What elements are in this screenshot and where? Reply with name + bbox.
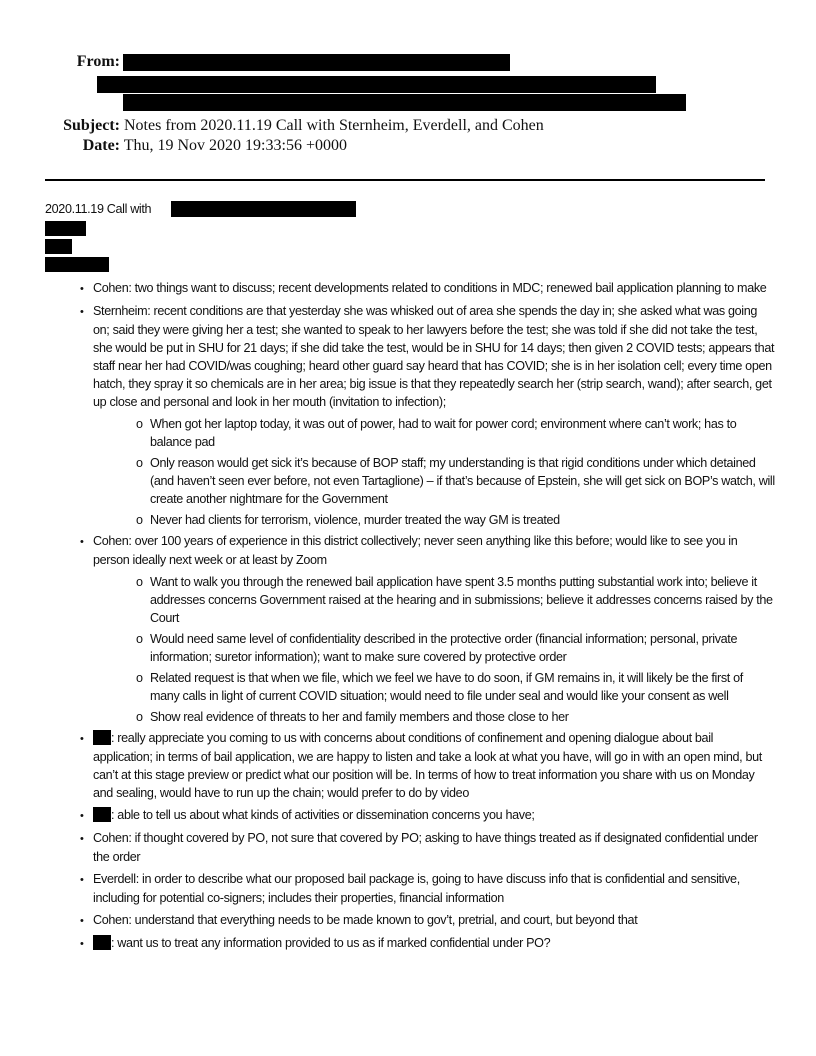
note-text: Sternheim: recent conditions are that yesterday she was whisked out of area she spends the day in; she asked what was going on; said they were giving her a test; she wanted to speak to her lawyers before the test; she was told if she did not take the test, she would be put in SHU for 21 days; if she did take the test, would be in SHU for 14 days; then given 2 COVID tests; appears that staff near her had COVID/was coughing; heard other guard say heard that has COVID; she is in her isolation cell; every time open hatch, they spray it so chemicals are in her area; big issue is that they repeatedly search her (strip search, wand); after search, get up close and personal and look in her mouth (invitation to infection); — [93, 304, 775, 409]
note-text: Cohen: understand that everything needs to be made known to gov’t, pretrial, and court, but beyond that — [93, 913, 638, 927]
note-subitem — [45, 630, 775, 666]
note-text: When got her laptop today, it was out of power, had to wait for power cord; environment where can’t work; has to balance pad — [150, 417, 737, 449]
redaction-cc — [123, 94, 686, 111]
sub-bullet-icon: o — [136, 575, 143, 589]
sub-bullet-icon: o — [136, 417, 143, 431]
sub-bullet-icon: o — [136, 710, 143, 724]
redaction-name-2 — [45, 239, 72, 254]
redaction-to — [97, 76, 656, 93]
note-text: Would need same level of confidentiality described in the protective order (financial information; personal, private information; suretor information); want to make sure covered by protective order — [150, 632, 738, 664]
note-subitem — [45, 669, 775, 705]
redaction-name-1 — [45, 221, 86, 236]
note-text: Everdell: in order to describe what our proposed bail package is, going to have discuss info that is confidential and sensitive, including for potential co-signers; includes their properties, financial information — [93, 872, 740, 905]
bullet-icon: • — [80, 306, 84, 318]
note-item — [45, 870, 775, 907]
date-row — [45, 137, 347, 155]
sub-bullet-icon: o — [136, 456, 143, 470]
note-subitem — [45, 511, 775, 529]
note-subitem — [45, 454, 775, 508]
note-text: Related request is that when we file, which we feel we have to do soon, if GM remains in, it will likely be the first of many calls in light of current COVID situation; would need to file under seal and would like your consent as well — [150, 671, 743, 703]
sub-bullet-icon: o — [136, 513, 143, 527]
redaction-from — [123, 54, 510, 71]
notes-list — [45, 279, 775, 953]
note-text: Want to walk you through the renewed bail application have spent 3.5 months putting substantial work into; believe it addresses concerns Government raised at the hearing and in submissions; believe it addresses concerns raised by the Court — [150, 575, 773, 625]
note-subitem — [45, 708, 775, 726]
bullet-icon: • — [80, 938, 84, 950]
note-text: Show real evidence of threats to her and family members and those close to her — [150, 710, 569, 724]
from-row — [45, 53, 120, 71]
notes-title-line — [45, 200, 775, 218]
redaction-speaker — [93, 935, 111, 950]
note-item — [45, 934, 775, 953]
note-text: : able to tell us about what kinds of activities or dissemination concerns you have; — [111, 808, 535, 822]
sub-bullet-icon: o — [136, 632, 143, 646]
note-text: Cohen: over 100 years of experience in this district collectively; never seen anything like this before; would like to see you in person ideally next week or at least by Zoom — [93, 534, 738, 567]
note-item — [45, 911, 775, 930]
note-item — [45, 729, 775, 802]
note-text: Only reason would get sick it’s because of BOP staff; my understanding is that rigid conditions under which detained (and haven’t seen ever before, not even Tartaglione) – if that’s because of Epstein, she will get sick on BOP’s watch, will create another nightmare for the Government — [150, 456, 775, 506]
bullet-icon: • — [80, 810, 84, 822]
bullet-icon: • — [80, 283, 84, 295]
redaction-speaker — [93, 730, 111, 745]
from-label: From: — [76, 53, 120, 70]
bullet-icon: • — [80, 833, 84, 845]
redaction-name-3 — [45, 257, 109, 272]
date-label: Date: — [82, 137, 120, 154]
note-item — [45, 532, 775, 569]
note-text: Never had clients for terrorism, violence, murder treated the way GM is treated — [150, 513, 560, 527]
subject-label: Subject: — [63, 117, 120, 134]
note-subitem — [45, 573, 775, 627]
notes-title: 2020.11.19 Call with — [45, 202, 152, 216]
note-item — [45, 279, 775, 298]
note-text: : really appreciate you coming to us with concerns about conditions of confinement and opening dialogue about bail application; in terms of bail application, we are happy to listen and take a look at what you have, will go in with an open mind, but can’t at this stage preview or predict what our position will be. In terms of how to treat information you share with us on Monday and sealing, would have to run up the chain; would prefer to do by video — [93, 731, 762, 800]
note-text: : want us to treat any information provided to us as if marked confidential under PO? — [111, 936, 551, 950]
note-text: Cohen: two things want to discuss; recent developments related to conditions in MDC; renewed bail application planning to make — [93, 281, 767, 295]
note-text: Cohen: if thought covered by PO, not sure that covered by PO; asking to have things treated as if designated confidential under the order — [93, 831, 758, 864]
bullet-icon: • — [80, 733, 84, 745]
bullet-icon: • — [80, 915, 84, 927]
note-item — [45, 829, 775, 866]
header-divider — [45, 179, 765, 181]
redaction-speaker — [93, 807, 111, 822]
sub-bullet-icon: o — [136, 671, 143, 685]
subject-text: Notes from 2020.11.19 Call with Sternheim, Everdell, and Cohen — [124, 117, 544, 134]
subject-row — [45, 117, 544, 135]
note-item — [45, 806, 775, 825]
bullet-icon: • — [80, 874, 84, 886]
notes-body — [45, 200, 775, 957]
note-item — [45, 302, 775, 411]
redaction-attendees — [171, 201, 356, 217]
date-text: Thu, 19 Nov 2020 19:33:56 +0000 — [123, 137, 347, 154]
note-subitem — [45, 415, 775, 451]
bullet-icon: • — [80, 536, 84, 548]
